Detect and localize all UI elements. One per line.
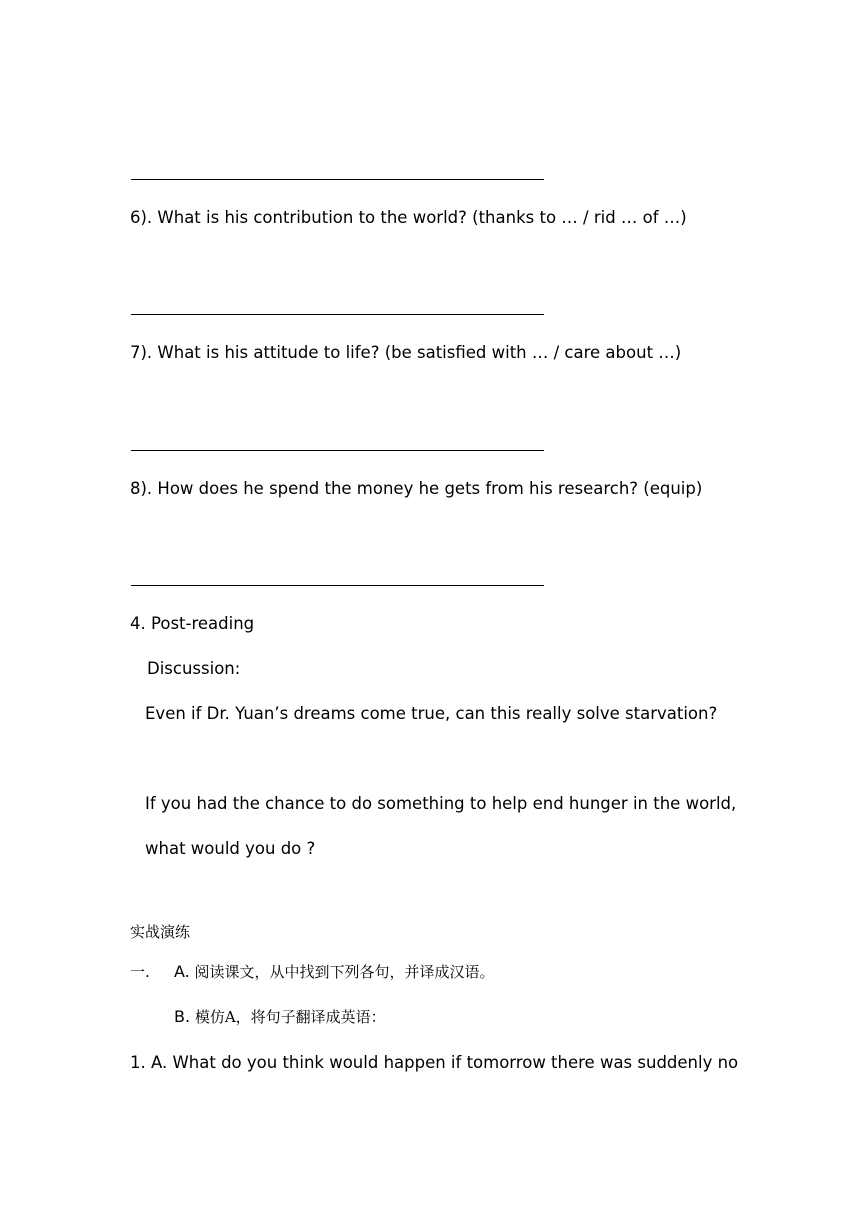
answer-line[interactable] [131,585,544,586]
discussion-question-2-line-1: If you had the chance to do something to help end hunger in the world, [145,794,737,813]
practice-item-b [174,1007,386,1027]
practice-title: 实战演练 [130,923,191,941]
answer-line[interactable] [131,450,544,451]
practice-item-number: 一. [130,963,150,981]
discussion-question-2-line-2: what would you do ? [145,839,316,858]
question-6: 6). What is his contribution to the world? (thanks to … / rid … of …) [130,208,687,227]
answer-line[interactable] [131,179,544,180]
practice-sentence-1: 1. A. What do you think would happen if tomorrow there was suddenly no [130,1053,739,1072]
discussion-label: Discussion: [147,659,241,678]
practice-item-a [174,962,495,982]
item-a-label: A. [174,962,190,981]
item-a-text: 阅读课文，从中找到下列各句，并译成汉语。 [194,963,495,981]
question-7: 7). What is his attitude to life? (be satisfied with … / care about …) [130,343,682,362]
section-heading-post-reading: 4. Post-reading [130,614,255,633]
item-b-label: B. [174,1007,191,1026]
item-b-text: 模仿A，将句子翻译成英语： [194,1008,386,1026]
answer-line[interactable] [131,314,544,315]
question-8: 8). How does he spend the money he gets from his research? (equip) [130,479,703,498]
discussion-question-1: Even if Dr. Yuan’s dreams come true, can this really solve starvation? [145,704,718,723]
